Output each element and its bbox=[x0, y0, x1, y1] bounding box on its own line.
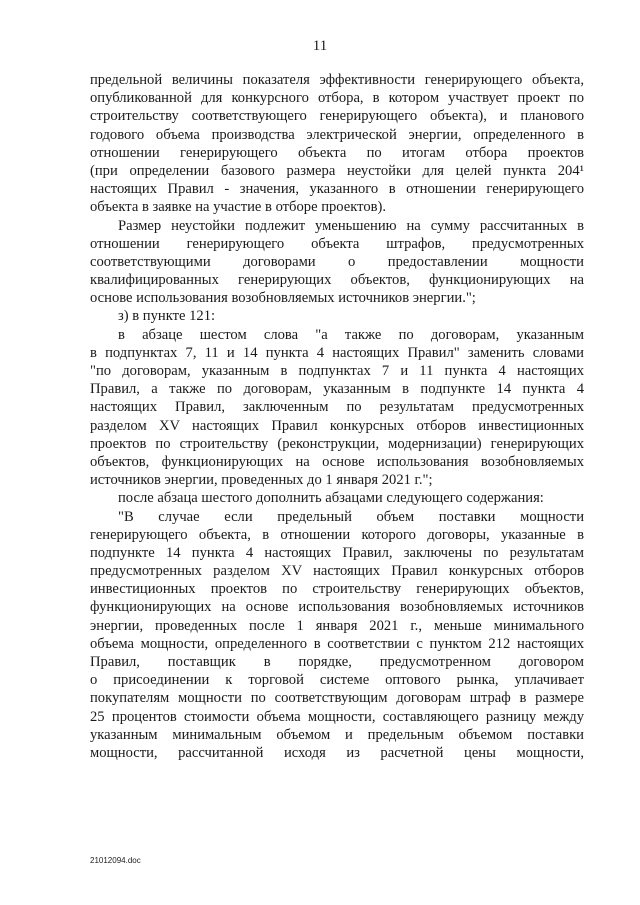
text-line: генерирующего объекта, в отношении которого договоры, указанные в bbox=[90, 526, 584, 543]
text-line: объекта в заявке на участие в отборе проектов). bbox=[90, 199, 387, 216]
text-line: 25 процентов стоимости объема мощности, составляющего разницу между bbox=[90, 708, 584, 725]
text-line: функционирующих на основе использования возобновляемых источников bbox=[90, 599, 584, 616]
text-line: мощности, рассчитанной исходя из расчетной цены мощности, bbox=[90, 744, 584, 761]
text-line: объема мощности, определенного в соответствии с пунктом 212 настоящих bbox=[90, 635, 584, 652]
text-line: строительству соответствующего генерирующего объекта), и планового bbox=[90, 108, 584, 125]
text-line: подпункте 14 пункта 4 настоящих Правил, заключены по результатам bbox=[90, 544, 584, 561]
text-line: указанным минимальным объемом и предельным объемом поставки bbox=[90, 726, 584, 743]
text-line: разделом XV настоящих Правил конкурсных отборов инвестиционных bbox=[90, 417, 584, 434]
text-line: з) в пункте 121: bbox=[118, 308, 216, 325]
text-line: о присоединении к торговой системе оптового рынка, уплачивает bbox=[90, 672, 584, 689]
text-line: "по договорам, указанным в подпунктах 7 и 11 пункта 4 настоящих bbox=[90, 363, 584, 379]
text-line: в подпунктах 7, 11 и 14 пункта 4 настоящих Правил" заменить словами bbox=[90, 344, 584, 361]
text-line: объектов, функционирующих на основе использования возобновляемых bbox=[90, 453, 584, 470]
text-line: предусмотренных разделом XV настоящих Правил конкурсных отборов bbox=[90, 563, 584, 580]
text-line: источников энергии, проведенных до 1 января 2021 г."; bbox=[90, 472, 433, 489]
text-line: Правил, а также по договорам, указанным в подпункте 14 пункта 4 bbox=[90, 381, 584, 398]
text-line: в абзаце шестом слова "а также по договорам, указанным bbox=[118, 326, 584, 343]
text-line: настоящих Правил, заключенным по результатам предусмотренных bbox=[90, 399, 584, 416]
text-line: проектов по строительству (реконструкции, модернизации) генерирующих bbox=[90, 435, 584, 452]
text-line: покупателям мощности по соответствующим договорам штраф в размере bbox=[90, 690, 584, 707]
text-line: энергии, проведенных после 1 января 2021 г., меньше минимального bbox=[90, 617, 584, 634]
text-line: Размер неустойки подлежит уменьшению на сумму рассчитанных в bbox=[118, 217, 584, 234]
text-line: годового объема производства электрической энергии, определенного в bbox=[90, 126, 584, 143]
text-line: настоящих Правил - значения, указанного в отношении генерирующего bbox=[90, 181, 584, 198]
text-line: отношении генерирующего объекта штрафов, предусмотренных bbox=[90, 235, 584, 252]
text-line: отношении генерирующего объекта по итогам отбора проектов bbox=[90, 144, 584, 161]
text-line: соответствующими договорами о предоставлении мощности bbox=[90, 253, 584, 270]
text-line: основе использования возобновляемых источников энергии."; bbox=[90, 290, 476, 307]
text-line: опубликованной для конкурсного отбора, в котором участвует проект по bbox=[90, 90, 584, 107]
text-line: (при определении базового размера неустойки для целей пункта 204¹ bbox=[90, 162, 584, 179]
text-line: "В случае если предельный объем поставки мощности bbox=[118, 508, 584, 525]
document-body bbox=[90, 71, 584, 762]
text-line: квалифицированных генерирующих объектов, функционирующих на bbox=[90, 272, 584, 289]
footer-filename: 21012094.doc bbox=[90, 856, 141, 865]
text-line: после абзаца шестого дополнить абзацами следующего содержания: bbox=[118, 490, 544, 507]
text-line: предельной величины показателя эффективности генерирующего объекта, bbox=[90, 72, 584, 88]
text-line: Правил, поставщик в порядке, предусмотренном договором bbox=[90, 654, 584, 670]
text-line: инвестиционных проектов по строительству генерирующих объектов, bbox=[90, 581, 584, 598]
page-number: 11 bbox=[312, 38, 328, 54]
